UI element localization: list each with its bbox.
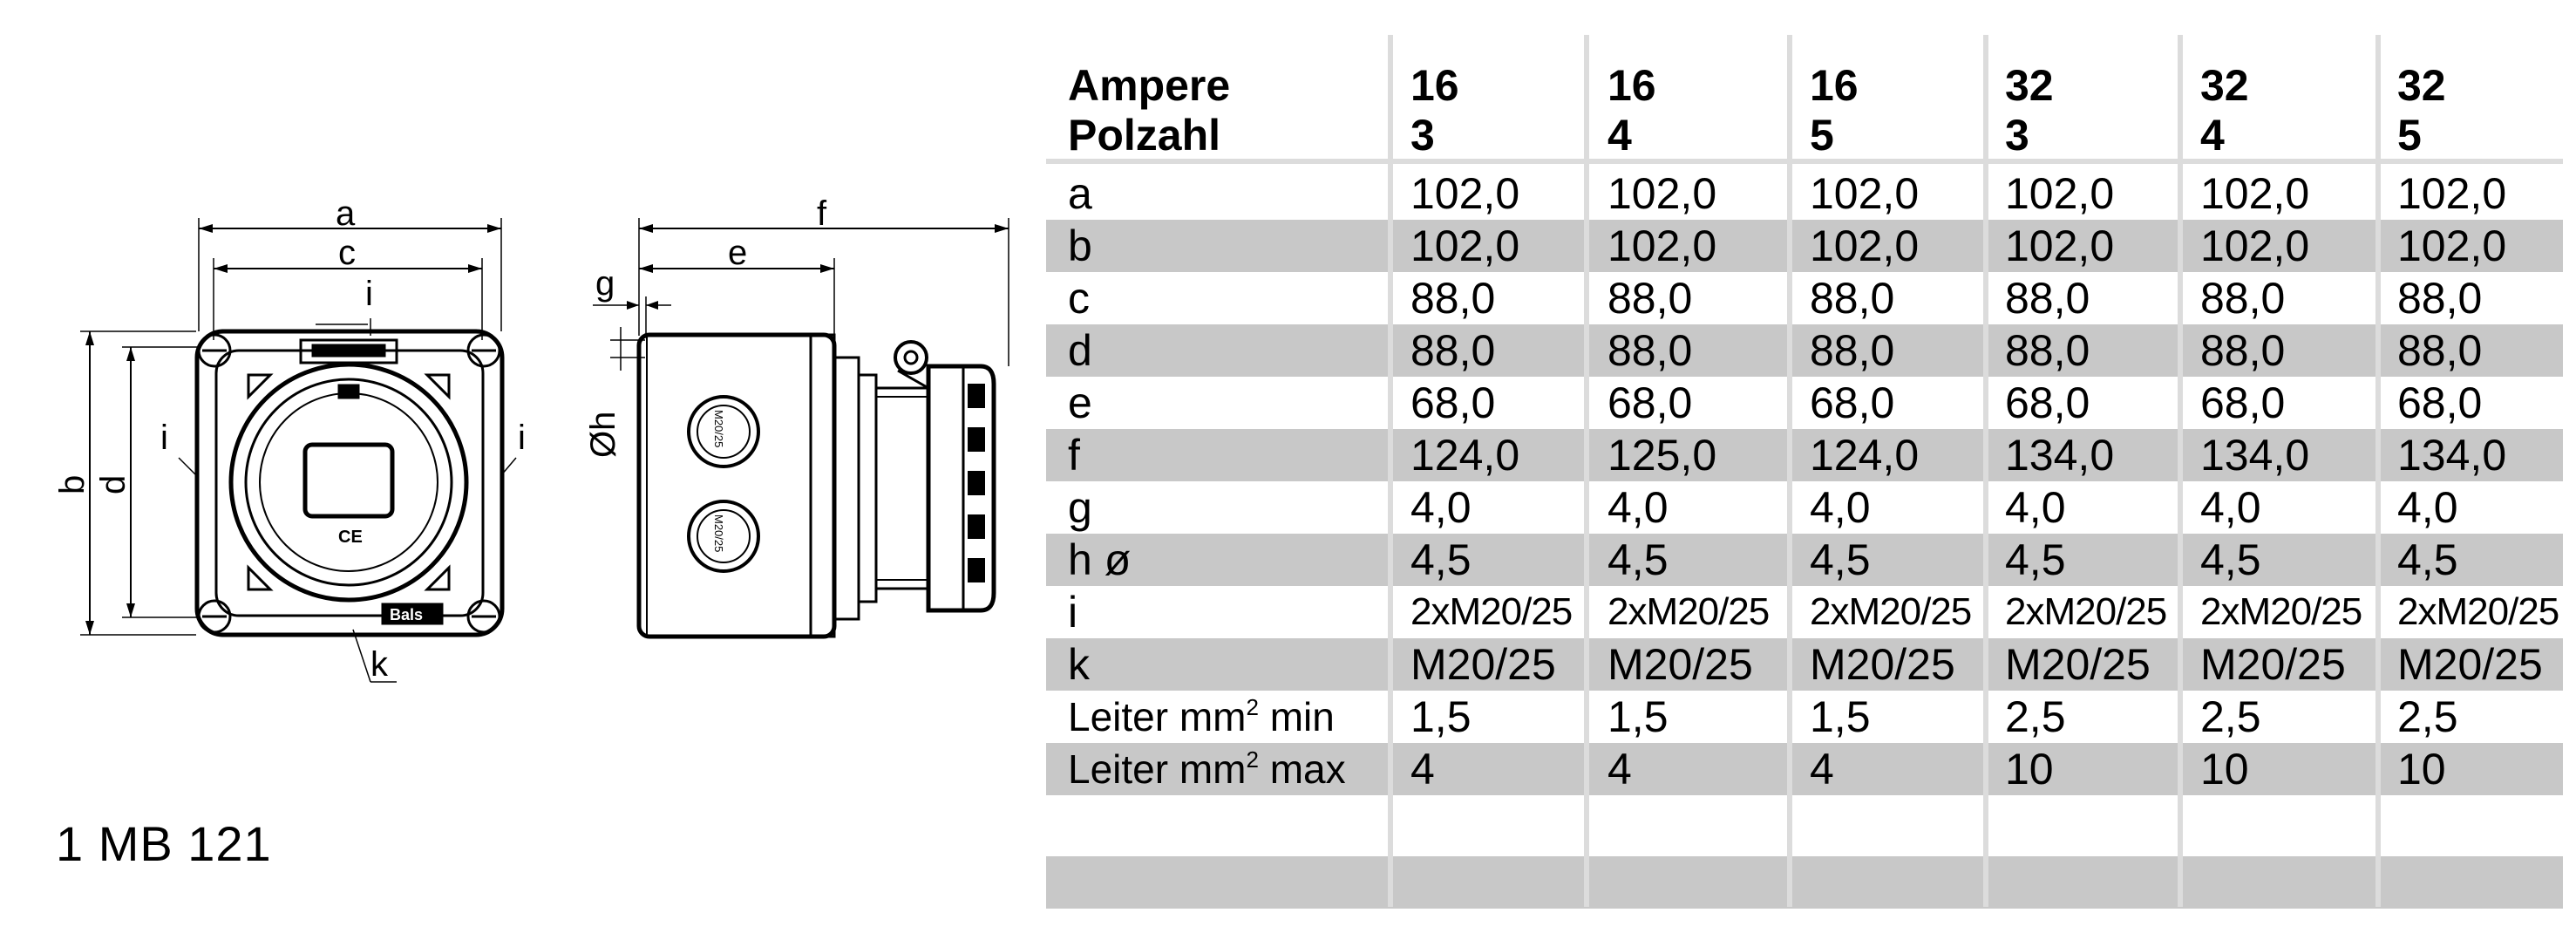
table-cell: 102,0: [2397, 221, 2507, 270]
table-cell: 4: [1810, 745, 1834, 794]
table-cell: 2xM20/25: [2397, 590, 2559, 633]
table-cell: 4,5: [2200, 535, 2261, 584]
table-cell: 4,5: [1607, 535, 1669, 584]
table-cell: M20/25: [2005, 640, 2151, 689]
row-label-text: g: [1068, 483, 1092, 532]
table-cell: 1,5: [1607, 692, 1669, 741]
table-cell: 2xM20/25: [2200, 590, 2362, 633]
header-divider: [1046, 159, 2563, 164]
table-cell: 10: [2200, 745, 2249, 794]
ce-marking: CE: [338, 528, 363, 547]
row-label-text: Leiter mm: [1068, 746, 1247, 792]
table-row: [1046, 429, 2563, 481]
row-label-text: a: [1068, 169, 1092, 218]
table-row: [1046, 638, 2563, 691]
table-cell: 4,0: [1410, 483, 1472, 532]
dim-label-d: d: [94, 474, 133, 494]
table-cell: M20/25: [1410, 640, 1556, 689]
table-cell: 102,0: [2200, 169, 2310, 218]
table-cell: 68,0: [1607, 378, 1693, 427]
header-column: [2005, 61, 2054, 160]
table-row: [1046, 691, 2563, 743]
header-ampere: 16: [1810, 61, 1859, 110]
table-cell: 4,0: [2005, 483, 2066, 532]
dimension-table: [1046, 35, 2563, 907]
header-poles: 5: [2397, 111, 2422, 160]
column-separator: [1388, 35, 1393, 907]
row-label: [1068, 481, 1092, 534]
table-row: [1046, 377, 2563, 429]
header-ampere: 32: [2005, 61, 2054, 110]
gland-label-upper: M20/25: [712, 410, 725, 448]
header-poles: 4: [2200, 111, 2225, 160]
table-row: [1046, 534, 2563, 586]
table-row: [1046, 167, 2563, 220]
dim-label-f: f: [817, 194, 827, 233]
column-separator: [2375, 35, 2381, 907]
header-poles: 4: [1607, 111, 1632, 160]
row-label: [1068, 586, 1077, 638]
row-label-text: b: [1068, 221, 1092, 270]
row-label-suffix: min: [1258, 694, 1335, 739]
header-poles: 3: [1410, 111, 1435, 160]
header-column: [1410, 61, 1459, 160]
dim-label-i-right: i: [518, 419, 526, 457]
header-ampere: 16: [1607, 61, 1656, 110]
header-poles: 3: [2005, 111, 2029, 160]
header-poles: 5: [1810, 111, 1834, 160]
row-label: [1068, 638, 1090, 691]
table-cell: 4,5: [1410, 535, 1472, 584]
dim-label-b: b: [53, 474, 92, 494]
table-cell: 4,0: [1607, 483, 1669, 532]
table-cell: 88,0: [1810, 326, 1895, 375]
table-row: [1046, 272, 2563, 324]
row-label: [1068, 272, 1090, 324]
table-cell: M20/25: [1810, 640, 1955, 689]
table-cell: 102,0: [2005, 221, 2115, 270]
table-cell: M20/25: [1607, 640, 1753, 689]
table-cell: 4,0: [2200, 483, 2261, 532]
row-label-suffix: max: [1258, 746, 1346, 792]
table-cell: 88,0: [1410, 326, 1496, 375]
table-cell: 88,0: [2397, 274, 2483, 323]
column-separator: [1983, 35, 1988, 907]
table-cell: 2,5: [2005, 692, 2066, 741]
table-cell: 2xM20/25: [2005, 590, 2167, 633]
table-cell: 134,0: [2005, 431, 2115, 480]
table-cell: 102,0: [1410, 169, 1520, 218]
table-cell: 4,5: [1810, 535, 1871, 584]
table-cell: M20/25: [2200, 640, 2346, 689]
side-view: [584, 194, 1009, 637]
table-cell: 124,0: [1410, 431, 1520, 480]
row-label-superscript: 2: [1246, 746, 1259, 773]
dim-label-g: g: [595, 264, 615, 303]
table-cell: 102,0: [1810, 221, 1920, 270]
column-separator: [1584, 35, 1589, 907]
header-column: [1810, 61, 1859, 160]
row-label: [1068, 377, 1092, 429]
table-cell: 10: [2397, 745, 2446, 794]
product-code: 1 MB 121: [56, 816, 272, 871]
dim-label-c: c: [338, 234, 356, 272]
gland-label-lower: M20/25: [712, 514, 725, 553]
table-cell: 4: [1607, 745, 1632, 794]
table-cell: 102,0: [2200, 221, 2310, 270]
row-label-text: d: [1068, 326, 1092, 375]
row-label: [1068, 534, 1131, 586]
table-row: [1046, 586, 2563, 638]
dim-label-a: a: [336, 194, 356, 233]
table-cell: 10: [2005, 745, 2054, 794]
table-row: [1046, 220, 2563, 272]
column-separator: [1787, 35, 1792, 907]
row-label-superscript: 2: [1246, 694, 1259, 720]
row-label-text: e: [1068, 378, 1092, 427]
table-cell: 2xM20/25: [1810, 590, 1972, 633]
table-footer-band: [1046, 856, 2563, 909]
table-cell: 2xM20/25: [1607, 590, 1770, 633]
table-cell: 68,0: [2005, 378, 2090, 427]
table-cell: 68,0: [1810, 378, 1895, 427]
table-cell: 102,0: [1607, 169, 1717, 218]
table-cell: 125,0: [1607, 431, 1717, 480]
table-cell: 4: [1410, 745, 1435, 794]
table-cell: 134,0: [2200, 431, 2310, 480]
row-label: [1068, 220, 1092, 272]
table-cell: 88,0: [1810, 274, 1895, 323]
header-column: [2200, 61, 2249, 160]
row-label-text: h ø: [1068, 535, 1132, 584]
row-label: [1068, 691, 1335, 743]
table-cell: 68,0: [2200, 378, 2286, 427]
table-cell: 88,0: [2200, 274, 2286, 323]
table-cell: 4,5: [2397, 535, 2458, 584]
row-label-text: Leiter mm: [1068, 694, 1247, 739]
table-cell: 2xM20/25: [1410, 590, 1573, 633]
table-cell: 68,0: [1410, 378, 1496, 427]
table-cell: 88,0: [1607, 274, 1693, 323]
table-row: [1046, 743, 2563, 795]
table-row: [1046, 324, 2563, 377]
row-label-text: k: [1068, 640, 1090, 689]
dim-label-k: k: [370, 645, 388, 684]
dim-label-e: e: [728, 234, 748, 272]
table-cell: 102,0: [1810, 169, 1920, 218]
table-cell: 102,0: [2397, 169, 2507, 218]
table-cell: 124,0: [1810, 431, 1920, 480]
row-label: [1068, 429, 1080, 481]
table-cell: 134,0: [2397, 431, 2507, 480]
header-ampere: 32: [2200, 61, 2249, 110]
row-label: [1068, 743, 1346, 795]
dim-label-i-top: i: [365, 275, 373, 313]
header-column: [2397, 61, 2446, 160]
row-label-text: c: [1068, 274, 1090, 323]
dim-label-h: Øh: [584, 411, 622, 458]
row-label-text: i: [1068, 588, 1078, 637]
row-label: [1068, 324, 1092, 377]
table-cell: 88,0: [2005, 326, 2090, 375]
front-view: [53, 194, 526, 684]
header-ampere: 16: [1410, 61, 1459, 110]
table-cell: 4,0: [2397, 483, 2458, 532]
header-label-polzahl: Polzahl: [1068, 111, 1221, 160]
row-label: [1068, 167, 1092, 220]
technical-drawing: [0, 0, 1046, 785]
table-cell: 68,0: [2397, 378, 2483, 427]
table-cell: 88,0: [2397, 326, 2483, 375]
table-cell: 88,0: [2005, 274, 2090, 323]
header-label-ampere: Ampere: [1068, 61, 1231, 110]
table-cell: 102,0: [2005, 169, 2115, 218]
table-cell: 4,0: [1810, 483, 1871, 532]
row-label-text: f: [1068, 431, 1080, 480]
dim-label-i-left: i: [160, 419, 168, 457]
table-cell: 2,5: [2200, 692, 2261, 741]
table-cell: 1,5: [1410, 692, 1472, 741]
table-cell: 102,0: [1607, 221, 1717, 270]
brand-plate: Bals: [390, 606, 424, 623]
table-cell: 2,5: [2397, 692, 2458, 741]
table-cell: 102,0: [1410, 221, 1520, 270]
table-cell: 4,5: [2005, 535, 2066, 584]
table-cell: 1,5: [1810, 692, 1871, 741]
table-cell: M20/25: [2397, 640, 2543, 689]
column-separator: [2178, 35, 2183, 907]
header-column: [1607, 61, 1656, 160]
header-label-cell: [1068, 61, 1230, 160]
table-row: [1046, 481, 2563, 534]
header-ampere: 32: [2397, 61, 2446, 110]
table-cell: 88,0: [1410, 274, 1496, 323]
table-cell: 88,0: [1607, 326, 1693, 375]
table-cell: 88,0: [2200, 326, 2286, 375]
